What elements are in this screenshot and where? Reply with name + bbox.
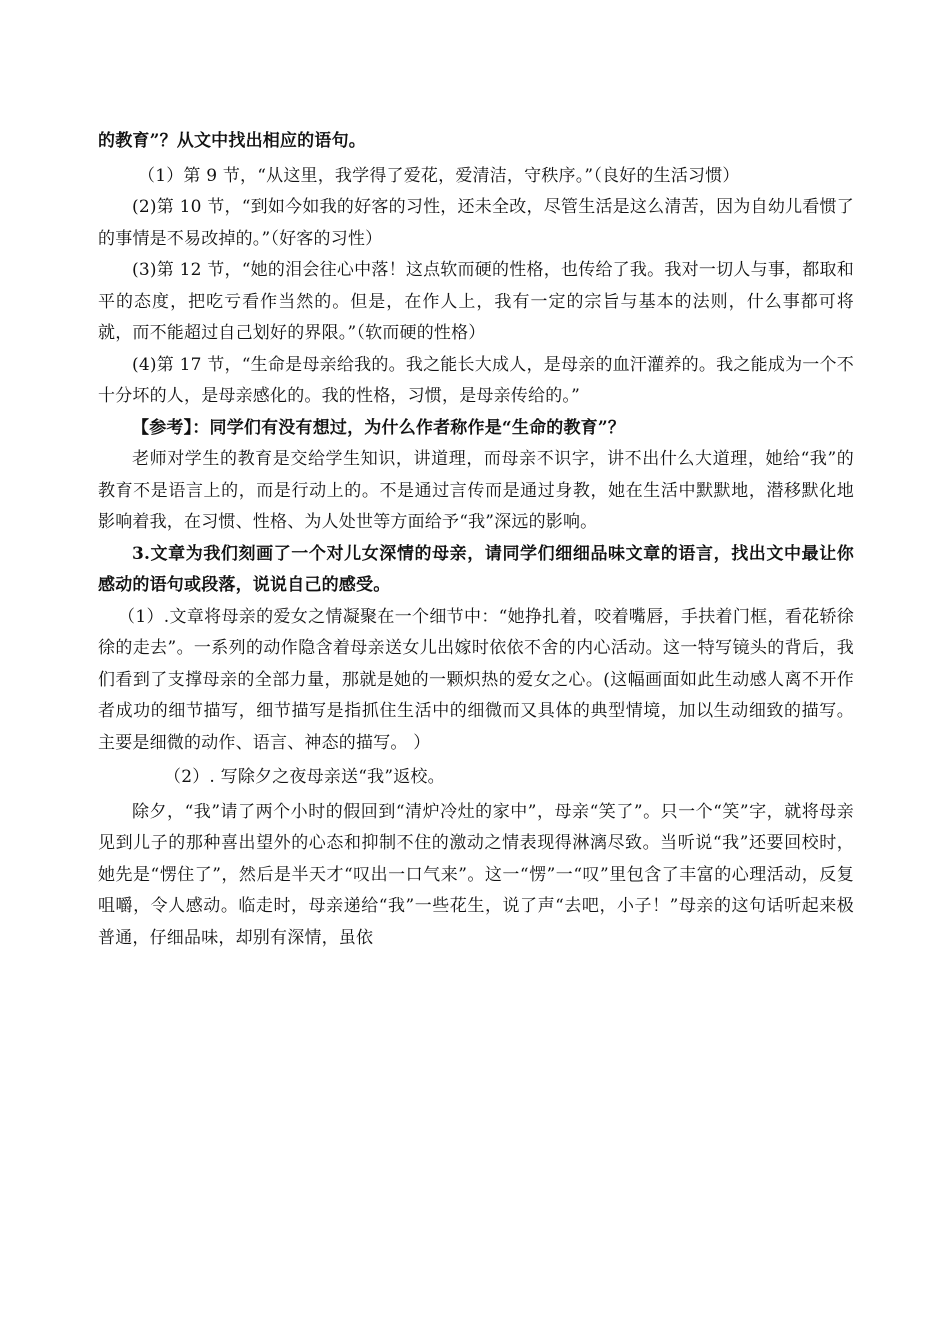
answer-item-3: (3)第 12 节，“她的泪会往心中落！这点软而硬的性格，也传给了我。我对一切人与事，都取和平的态度，把吃亏看作当然的。但是，在作人上，我有一定的宗旨与基本的法则，什么事都可将就，而不能超过自己划好的界限。”（软而硬的性格）: [98, 260, 854, 343]
answer-item-4: (4)第 17 节，“生命是母亲给我的。我之能长大成人，是母亲的血汗灌养的。我之能成为一个不十分坏的人，是母亲感化的。我的性格，习惯，是母亲传给的。”: [98, 354, 854, 406]
document-page: [98, 126, 854, 954]
question-3: 3.文章为我们刻画了一个对儿女深情的母亲，请同学们细细品味文章的语言，找出文中最让你感动的语句或段落，说说自己的感受。: [98, 543, 854, 595]
answer-item-2: (2)第 10 节，“到如今如我的好客的习性，还未全改，尽管生活是这么清苦，因为自幼儿看惯了的事情是不易改掉的。”（好客的习性）: [98, 197, 854, 249]
question-tail: 的教育”？从文中找出相应的语句。: [98, 131, 366, 151]
answer-3-part-2-title: （2）. 写除夕之夜母亲送“我”返校。: [164, 767, 445, 787]
answer-3-part-2-body: 除夕，“我”请了两个小时的假回到“清炉冷灶的家中”，母亲“笑了”。只一个“笑”字，就将母亲见到儿子的那种喜出望外的心态和抑制不住的激动之情表现得淋漓尽致。当听说“我”还要回校时，她先是“愣住了”，然后是半天才“叹出一口气来”。这一“愣”一“叹”里包含了丰富的心理活动，反复咀嚼，令人感动。临走时，母亲递给“我”一些花生，说了声“去吧，小子！”母亲的这句话听起来极普通，仔细品味，却别有深情，虽依: [98, 801, 854, 948]
reference-answer: 老师对学生的教育是交给学生知识，讲道理，而母亲不识字，讲不出什么大道理，她给“我”的教育不是语言上的，而是行动上的。不是通过言传而是通过身教，她在生活中默默地，潜移默化地影响着我，在习惯、性格、为人处世等方面给予“我”深远的影响。: [98, 449, 854, 532]
answer-item-1: （1）第 9 节，“从这里，我学得了爱花，爱清洁，守秩序。”（良好的生活习惯）: [138, 165, 740, 186]
reference-heading: 【参考】：同学们有没有想过，为什么作者称作是“生命的教育”？: [132, 417, 626, 438]
answer-3-part-1: （1）.文章将母亲的爱女之情凝聚在一个细节中：“她挣扎着，咬着嘴唇，手扶着门框，看花轿徐徐的走去”。一系列的动作隐含着母亲送女儿出嫁时依依不舍的内心活动。这一特写镜头的背后，我们看到了支撑母亲的全部力量，那就是她的一颗炽热的爱女之心。(这幅画面如此生动感人离不开作者成功的细节描写，细节描写是指抓住生活中的细微而又具体的典型情境，加以生动细致的描写。主要是细微的动作、语言、神态的描写。 ）: [98, 606, 854, 753]
